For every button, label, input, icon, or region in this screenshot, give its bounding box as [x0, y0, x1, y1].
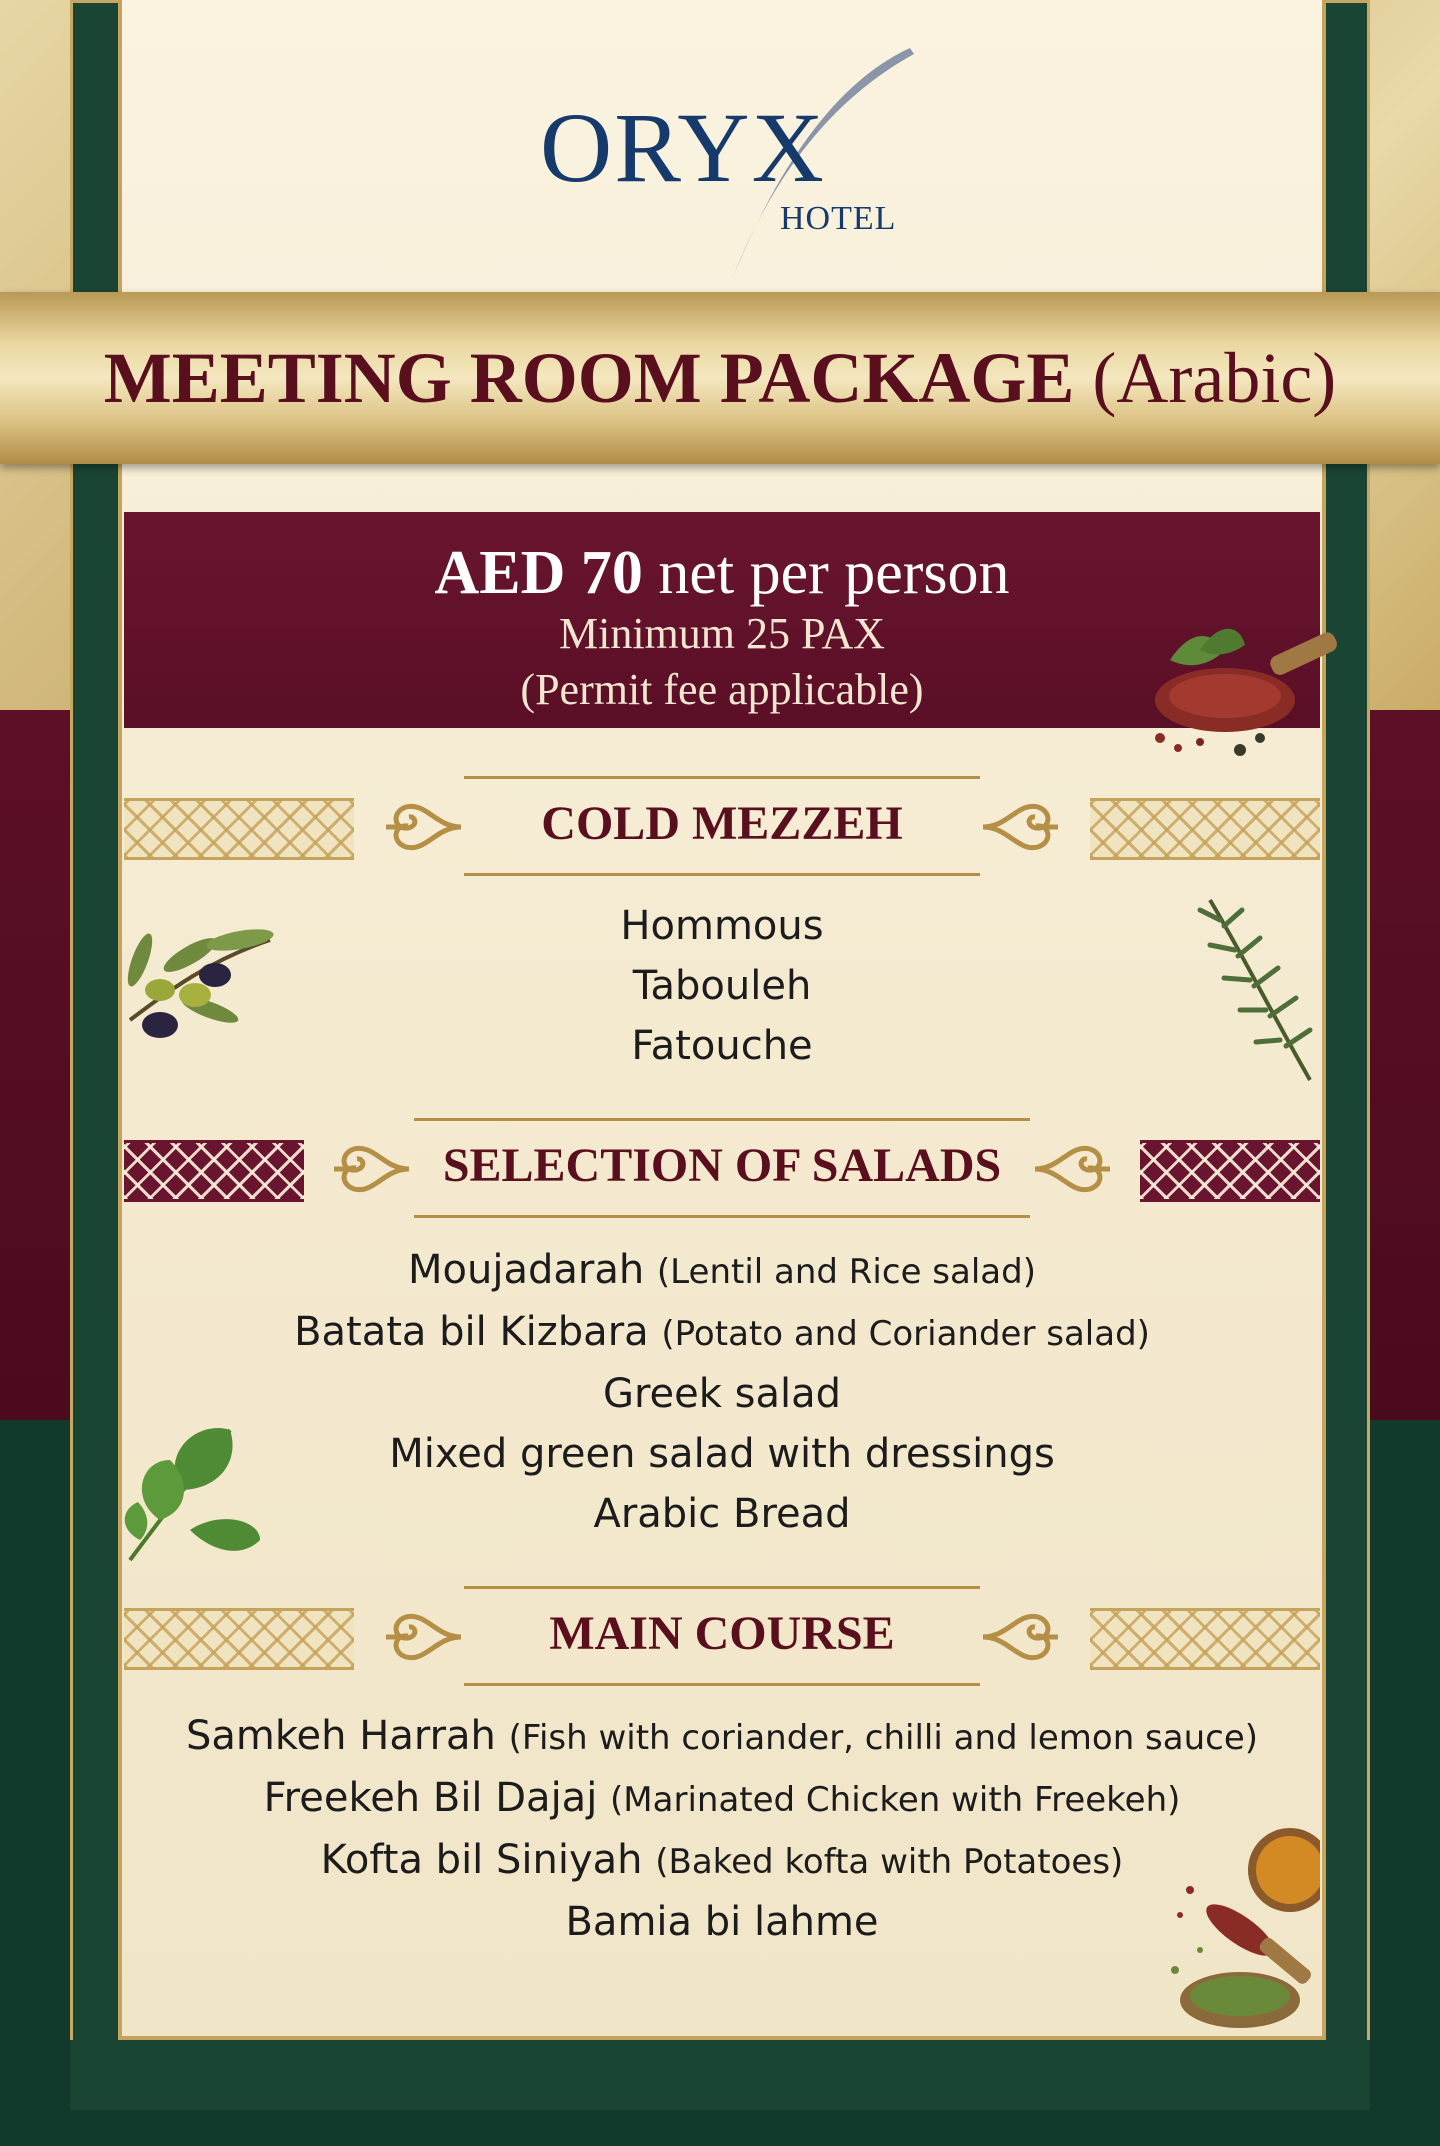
menu-item: Moujadarah (Lentil and Rice salad) [408, 1247, 1036, 1293]
main-course-list [124, 1706, 1320, 1952]
hotel-logo [540, 40, 940, 280]
menu-item: Arabic Bread [593, 1491, 851, 1537]
section-title: COLD MEZZEH [541, 797, 903, 850]
rosemary-sprig-icon [1180, 890, 1320, 1090]
menu-item: Greek salad [602, 1371, 842, 1417]
menu-item: Mixed green salad with dressings [389, 1431, 1055, 1477]
spice-scoop-icon [1130, 620, 1340, 770]
section-title: MAIN COURSE [549, 1607, 895, 1660]
price-amount: AED 70 [434, 539, 643, 607]
salads-list [124, 1240, 1320, 1544]
menu-item: Freekeh Bil Dajaj (Marinated Chicken with Freekeh) [263, 1775, 1181, 1821]
menu-item: Samkeh Harrah (Fish with coriander, chilli and lemon sauce) [185, 1713, 1259, 1759]
section-header-main-course [124, 1580, 1320, 1690]
title-main: MEETING ROOM PACKAGE [103, 338, 1075, 418]
cold-mezzeh-list [124, 896, 1320, 1076]
menu-item: Tabouleh [632, 963, 812, 1009]
menu-item: Bamia bi lahme [565, 1899, 879, 1945]
menu-item: Kofta bil Siniyah (Baked kofta with Potatoes) [320, 1837, 1124, 1883]
section-header-cold-mezzeh [124, 770, 1320, 880]
permit-note: (Permit fee applicable) [520, 665, 924, 714]
price-line [124, 539, 1320, 607]
logo-wordmark: ORYX [540, 92, 826, 203]
minimum-pax: Minimum 25 PAX [558, 609, 885, 658]
title-suffix: (Arabic) [1092, 338, 1337, 418]
menu-item: Batata bil Kizbara (Potato and Coriander salad) [294, 1309, 1150, 1355]
parsley-leaves-icon [120, 1390, 270, 1570]
olive-branch-icon [120, 900, 280, 1060]
title-ribbon [0, 292, 1440, 464]
section-header-salads [124, 1112, 1320, 1222]
price-per: net per person [658, 539, 1010, 607]
card-bottom-band [70, 2040, 1370, 2110]
spice-bowls-icon [1160, 1820, 1320, 2030]
section-title: SELECTION OF SALADS [442, 1139, 1002, 1192]
logo-subtitle: HOTEL [780, 200, 897, 237]
menu-item: Hommous [620, 903, 824, 949]
page-title [0, 338, 1440, 418]
menu-item: Fatouche [631, 1023, 813, 1069]
